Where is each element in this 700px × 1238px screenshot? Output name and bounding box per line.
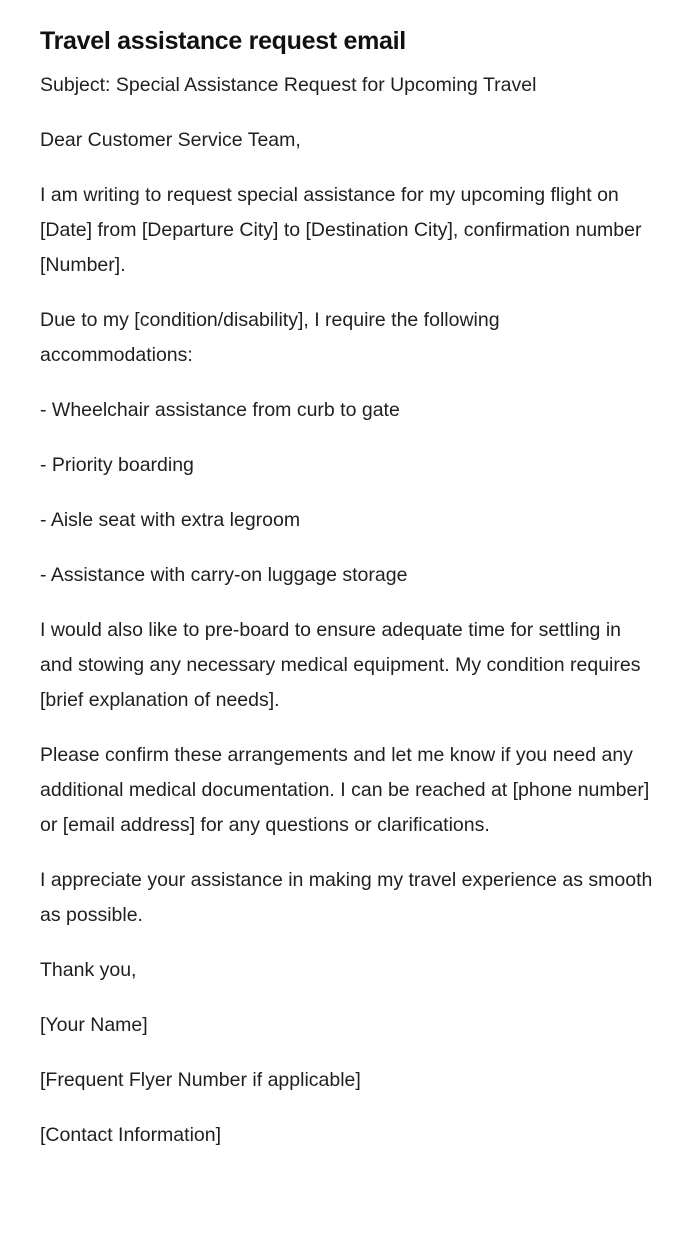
email-body-paragraph: Please confirm these arrangements and let me know if you need any additional medical documentation. I can be reached at [phone number] or [email address] for any questions or clarifications. <box>40 744 650 836</box>
accommodation-list-item: - Aisle seat with extra legroom <box>40 509 301 531</box>
accommodation-list-item: - Wheelchair assistance from curb to gate <box>40 399 400 421</box>
email-body-paragraph: I appreciate your assistance in making my travel experience as smooth as possible. <box>40 869 653 926</box>
accommodation-list-item: - Assistance with carry-on luggage storage <box>40 564 408 586</box>
signature-name: [Your Name] <box>40 1014 148 1036</box>
accommodation-list-item: - Priority boarding <box>40 454 194 476</box>
email-salutation: Dear Customer Service Team, <box>40 129 301 151</box>
email-subject: Subject: Special Assistance Request for Upcoming Travel <box>40 74 537 96</box>
email-body-paragraph: I am writing to request special assistance for my upcoming flight on [Date] from [Departure City] to [Destination City], confirmation number [Number]. <box>40 184 642 276</box>
document-title: Travel assistance request email <box>40 27 406 55</box>
email-body-paragraph: I would also like to pre-board to ensure adequate time for settling in and stowing any necessary medical equipment. My condition requires [brief explanation of needs]. <box>40 619 641 711</box>
email-closing: Thank you, <box>40 959 137 981</box>
signature-frequent-flyer: [Frequent Flyer Number if applicable] <box>40 1069 361 1091</box>
signature-contact: [Contact Information] <box>40 1124 222 1146</box>
email-body-paragraph: Due to my [condition/disability], I require the following accommodations: <box>40 309 500 366</box>
